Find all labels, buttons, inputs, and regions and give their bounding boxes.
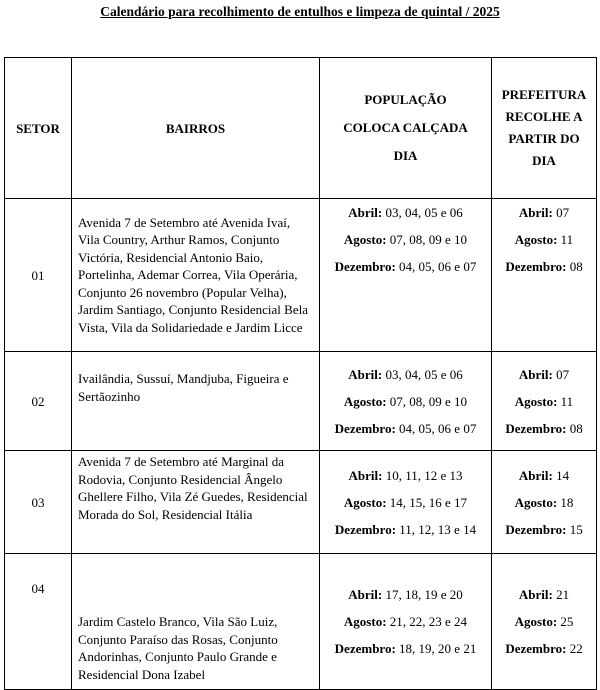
bairros-cell: Avenida 7 de Setembro até Avenida Ivaí, Vila Country, Arthur Ramos, Conjunto Victória, Residencial Antonio Baio, Portelinha, Ademar Correa, Vila Operária, Conjunto 26 novembro (Popular Velha), Jardim Santiago, Conjunto Residencial Bela Vista, Vila da Solidariedade e Jardim Licce <box>72 199 320 352</box>
table-row <box>5 352 597 451</box>
populacao-cell: Abril: 17, 18, 19 e 20 Agosto: 21, 22, 23 e 24 Dezembro: 18, 19, 20 e 21 <box>320 554 492 690</box>
setor-cell: 01 <box>5 199 72 352</box>
bairros-cell: Avenida 7 de Setembro até Marginal da Rodovia, Conjunto Residencial Ângelo Ghellere Filho, Vila Zé Guedes, Residencial Morada do Sol, Residencial Itália <box>72 451 320 554</box>
header-bairros: BAIRROS <box>72 58 320 199</box>
table-row <box>5 199 597 352</box>
header-populacao: POPULAÇÃO COLOCA CALÇADA DIA <box>320 58 492 199</box>
setor-cell: 03 <box>5 451 72 554</box>
bairros-cell: Ivailândia, Sussuí, Mandjuba, Figueira e Sertãozinho <box>72 352 320 451</box>
prefeitura-cell: Abril: 07 Agosto: 11 Dezembro: 08 <box>492 199 597 352</box>
populacao-cell: Abril: 10, 11, 12 e 13 Agosto: 14, 15, 16 e 17 Dezembro: 11, 12, 13 e 14 <box>320 451 492 554</box>
table-row <box>5 451 597 554</box>
header-prefeitura: PREFEITURA RECOLHE A PARTIR DO DIA <box>492 58 597 199</box>
document-title: Calendário para recolhimento de entulhos e limpeza de quintal / 2025 <box>100 4 500 19</box>
setor-cell: 02 <box>5 352 72 451</box>
prefeitura-cell: Abril: 07 Agosto: 11 Dezembro: 08 <box>492 352 597 451</box>
prefeitura-cell: Abril: 21 Agosto: 25 Dezembro: 22 <box>492 554 597 690</box>
table-row <box>5 554 597 690</box>
bairros-cell: Jardim Castelo Branco, Vila São Luiz, Conjunto Paraíso das Rosas, Conjunto Andorinhas, Conjunto Paulo Grande e Residencial Dona Izabel <box>72 554 320 690</box>
header-row <box>5 58 597 199</box>
setor-cell: 04 <box>5 554 72 690</box>
header-setor: SETOR <box>5 58 72 199</box>
populacao-cell: Abril: 03, 04, 05 e 06 Agosto: 07, 08, 09 e 10 Dezembro: 04, 05, 06 e 07 <box>320 199 492 352</box>
schedule-table <box>4 57 597 690</box>
populacao-cell: Abril: 03, 04, 05 e 06 Agosto: 07, 08, 09 e 10 Dezembro: 04, 05, 06 e 07 <box>320 352 492 451</box>
prefeitura-cell: Abril: 14 Agosto: 18 Dezembro: 15 <box>492 451 597 554</box>
